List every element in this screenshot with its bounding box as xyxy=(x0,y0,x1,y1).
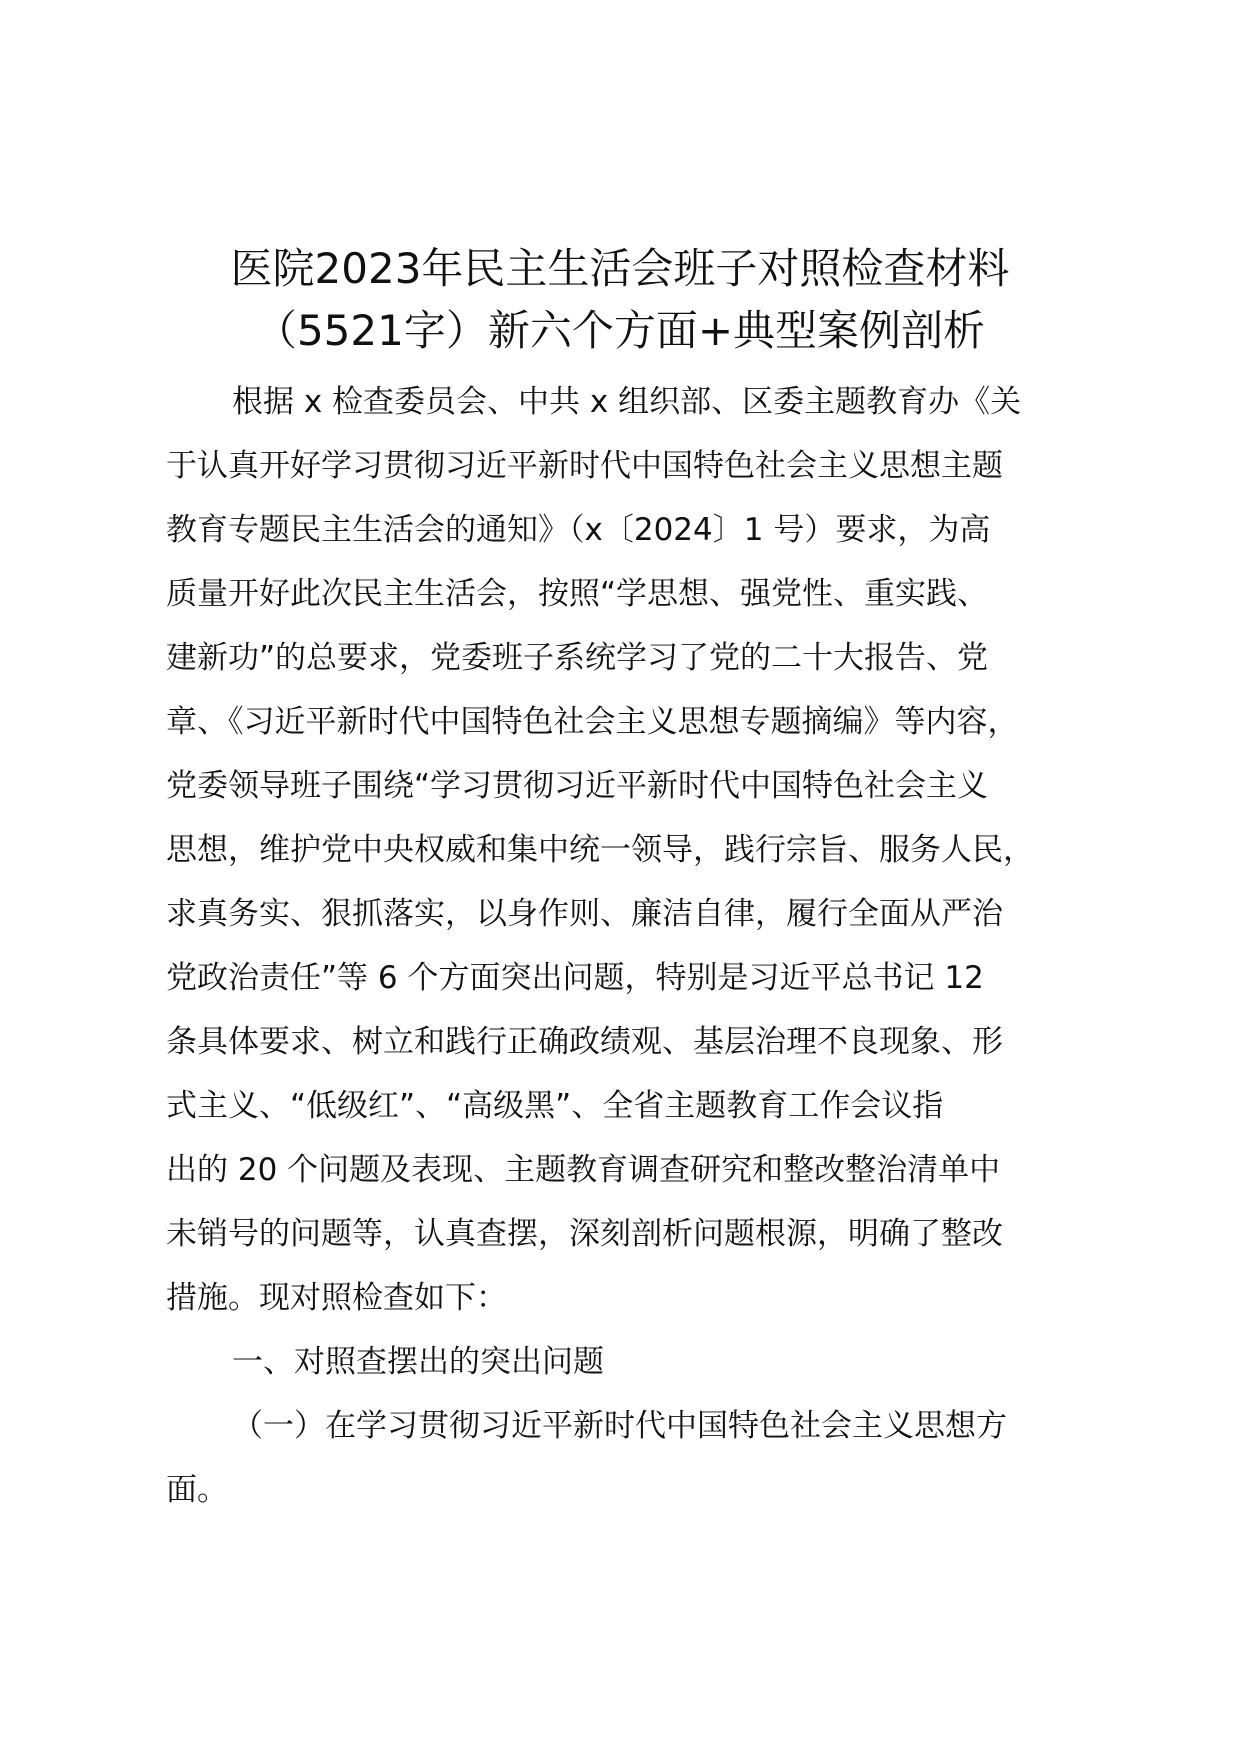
intro-line: 于认真开好学习贯彻习近平新时代中国特色社会主义思想主题 xyxy=(166,448,1003,484)
title-line-2: （5521字）新六个方面+典型案例剖析 xyxy=(254,306,986,355)
subsection-heading-line: （一）在学习贯彻习近平新时代中国特色社会主义思想方 xyxy=(232,1408,1007,1444)
intro-line: 根据 x 检查委员会、中共 x 组织部、区委主题教育办《关 xyxy=(232,384,1022,420)
intro-line: 党政治责任”等 6 个方面突出问题，特别是习近平总书记 12 xyxy=(166,960,984,996)
intro-line: 质量开好此次民主生活会，按照“学思想、强党性、重实践、 xyxy=(166,576,989,612)
intro-line: 建新功”的总要求，党委班子系统学习了党的二十大报告、党 xyxy=(166,640,989,676)
subsection-heading-line: 面。 xyxy=(166,1472,228,1508)
title-line-1: 医院2023年民主生活会班子对照检查材料 xyxy=(230,244,1010,293)
document-title xyxy=(160,238,1080,362)
intro-line: 教育专题民主生活会的通知》（x〔2024〕1 号）要求，为高 xyxy=(166,512,991,548)
intro-line: 未销号的问题等，认真查摆，深刻剖析问题根源，明确了整改 xyxy=(166,1216,1003,1252)
document-body xyxy=(166,370,1096,1522)
intro-line: 式主义、“低级红”、“高级黑”、全省主题教育工作会议指 xyxy=(166,1088,944,1124)
intro-line: 思想，维护党中央权威和集中统一领导，践行宗旨、服务人民， xyxy=(166,832,1034,868)
intro-line: 出的 20 个问题及表现、主题教育调查研究和整改整治清单中 xyxy=(166,1152,1001,1188)
intro-line: 措施。现对照检查如下： xyxy=(166,1280,507,1316)
intro-line: 条具体要求、树立和践行正确政绩观、基层治理不良现象、形 xyxy=(166,1024,1003,1060)
intro-line: 章、《习近平新时代中国特色社会主义思想专题摘编》等内容， xyxy=(166,704,1019,740)
section-heading: 一、对照查摆出的突出问题 xyxy=(232,1344,604,1380)
intro-line: 党委领导班子围绕“学习贯彻习近平新时代中国特色社会主义 xyxy=(166,768,989,804)
intro-line: 求真务实、狠抓落实，以身作则、廉洁自律，履行全面从严治 xyxy=(166,896,1003,932)
